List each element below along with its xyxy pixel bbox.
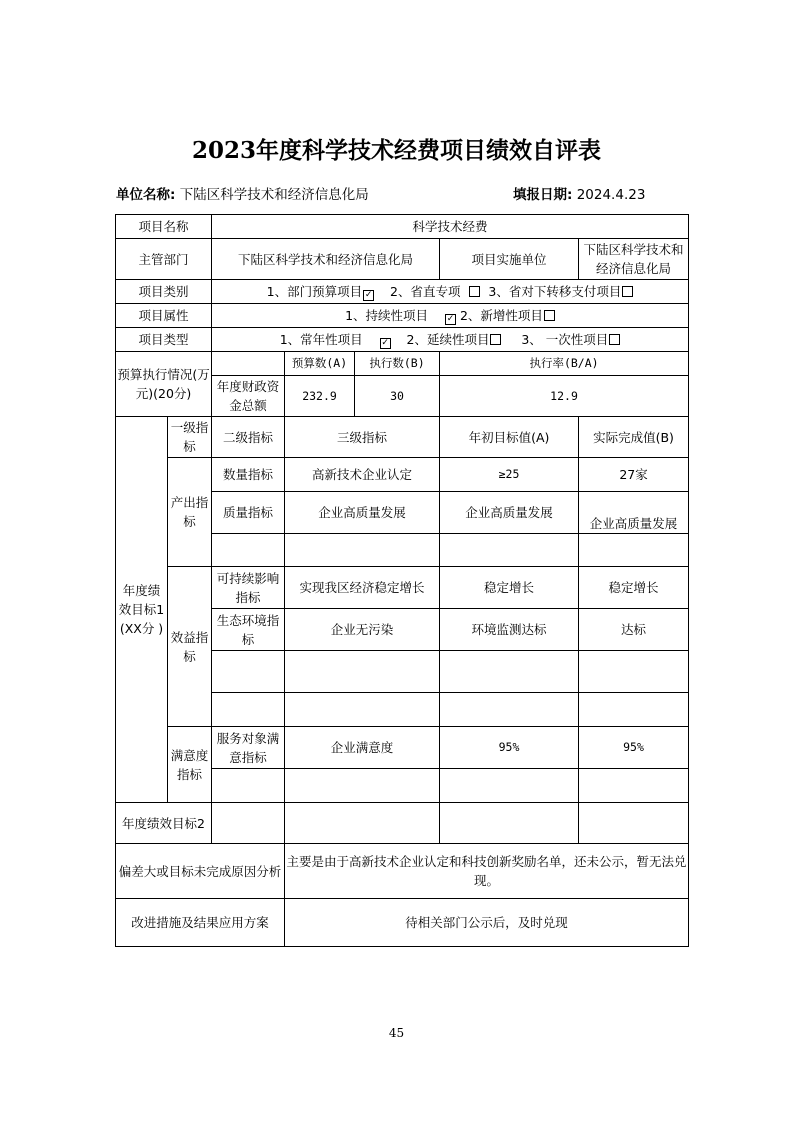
empty-cell: [440, 769, 579, 803]
output-l2: 数量指标: [212, 458, 285, 492]
empty-cell: [285, 651, 440, 693]
output-l3: 企业高质量发展: [285, 492, 440, 534]
attr-opt1-checkbox[interactable]: ✓: [446, 314, 455, 324]
empty-cell: [285, 693, 440, 727]
date-line: [513, 183, 645, 203]
attr-label: 项目属性: [116, 304, 212, 328]
budget-blank: [212, 352, 285, 376]
category-opt2: 2、省直专项: [390, 284, 461, 299]
category-opt2-checkbox[interactable]: [469, 286, 480, 297]
budget-value: 232.9: [285, 376, 355, 417]
deviation-value: 主要是由于高新技术企业认定和科技创新奖励名单，还未公示，暂无法兑现。: [285, 844, 689, 899]
col-l1: 一级指标: [168, 417, 212, 458]
type-label: 项目类型: [116, 328, 212, 352]
col-target: 年初目标值(A): [440, 417, 579, 458]
category-opt3: 3、省对下转移支付项目: [488, 284, 622, 299]
satisfaction-l2: 服务对象满意指标: [212, 727, 285, 769]
type-opt2: 2、延续性项目: [406, 332, 490, 347]
impl-unit-label: 项目实施单位: [440, 239, 579, 280]
empty-cell: [579, 534, 689, 567]
category-opt3-checkbox[interactable]: [622, 286, 633, 297]
empty-cell: [440, 534, 579, 567]
empty-cell: [212, 803, 285, 844]
output-target: ≥25: [440, 458, 579, 492]
benefit-label: 效益指标: [168, 567, 212, 727]
satisfaction-actual: 95%: [579, 727, 689, 769]
satisfaction-label: 满意度指标: [168, 727, 212, 803]
empty-cell: [212, 769, 285, 803]
type-opt3: 3、 一次性项目: [521, 332, 609, 347]
category-label: 项目类别: [116, 280, 212, 304]
project-name-label: 项目名称: [116, 215, 212, 239]
unit-line: [116, 183, 369, 203]
date-label: 填报日期:: [513, 187, 573, 203]
improvement-value: 待相关部门公示后，及时兑现: [285, 899, 689, 947]
budget-row-label: 年度财政资金总额: [212, 376, 285, 417]
budget-col-budget: 预算数(A): [285, 352, 355, 376]
type-opt2-checkbox[interactable]: [490, 334, 501, 345]
benefit-l2: 可持续影响指标: [212, 567, 285, 609]
benefit-target: 环境监测达标: [440, 609, 579, 651]
deviation-label: 偏差大或目标未完成原因分析: [116, 844, 285, 899]
evaluation-table: [115, 214, 689, 947]
output-actual: 企业高质量发展: [579, 492, 689, 534]
goal2-label: 年度绩效目标2: [116, 803, 212, 844]
output-l2: 质量指标: [212, 492, 285, 534]
dept-value: 下陆区科学技术和经济信息化局: [212, 239, 440, 280]
col-l3: 三级指标: [285, 417, 440, 458]
empty-cell: [579, 769, 689, 803]
satisfaction-target: 95%: [440, 727, 579, 769]
type-opt1-checkbox[interactable]: ✓: [381, 338, 389, 348]
empty-cell: [285, 803, 440, 844]
unit-label: 单位名称:: [116, 187, 176, 203]
benefit-l2: 生态环境指标: [212, 609, 285, 651]
benefit-actual: 稳定增长: [579, 567, 689, 609]
dept-label: 主管部门: [116, 239, 212, 280]
rate-value: 12.9: [440, 376, 689, 417]
empty-cell: [212, 693, 285, 727]
col-actual: 实际完成值(B): [579, 417, 689, 458]
benefit-l3: 企业无污染: [285, 609, 440, 651]
output-label: 产出指标: [168, 458, 212, 567]
col-l2: 二级指标: [212, 417, 285, 458]
empty-cell: [212, 651, 285, 693]
benefit-actual: 达标: [579, 609, 689, 651]
budget-section-label: 预算执行情况(万元)(20分): [116, 352, 212, 417]
empty-cell: [579, 651, 689, 693]
attr-options: [212, 304, 689, 328]
date-value: 2024.4.23: [576, 187, 646, 203]
unit-value: 下陆区科学技术和经济信息化局: [179, 187, 369, 203]
output-actual: 27家: [579, 458, 689, 492]
type-options: [212, 328, 689, 352]
page-title: 2023年度科学技术经费项目绩效自评表: [191, 137, 601, 164]
satisfaction-l3: 企业满意度: [285, 727, 440, 769]
empty-cell: [440, 803, 579, 844]
type-opt3-checkbox[interactable]: [609, 334, 620, 345]
improvement-label: 改进措施及结果应用方案: [116, 899, 285, 947]
empty-cell: [579, 693, 689, 727]
budget-col-exec: 执行数(B): [355, 352, 440, 376]
empty-cell: [212, 534, 285, 567]
empty-cell: [440, 693, 579, 727]
page-number: 45: [388, 1026, 405, 1040]
goal1-label: 年度绩效目标1(XX分 ): [116, 417, 168, 803]
impl-unit-value: 下陆区科学技术和经济信息化局: [579, 239, 689, 280]
attr-opt2-checkbox[interactable]: [544, 310, 555, 321]
empty-cell: [440, 651, 579, 693]
empty-cell: [285, 769, 440, 803]
category-opt1: 1、部门预算项目: [266, 284, 363, 299]
category-options: [212, 280, 689, 304]
type-opt1: 1、常年性项目: [279, 332, 363, 347]
category-opt1-checkbox[interactable]: ✓: [364, 290, 373, 300]
benefit-l3: 实现我区经济稳定增长: [285, 567, 440, 609]
project-name-value: 科学技术经费: [212, 215, 689, 239]
empty-cell: [285, 534, 440, 567]
budget-col-rate: 执行率(B/A): [440, 352, 689, 376]
output-l3: 高新技术企业认定: [285, 458, 440, 492]
exec-value: 30: [355, 376, 440, 417]
output-target: 企业高质量发展: [440, 492, 579, 534]
attr-opt2: 2、新增性项目: [459, 308, 543, 323]
empty-cell: [579, 803, 689, 844]
benefit-target: 稳定增长: [440, 567, 579, 609]
attr-opt1: 1、持续性项目: [345, 308, 429, 323]
